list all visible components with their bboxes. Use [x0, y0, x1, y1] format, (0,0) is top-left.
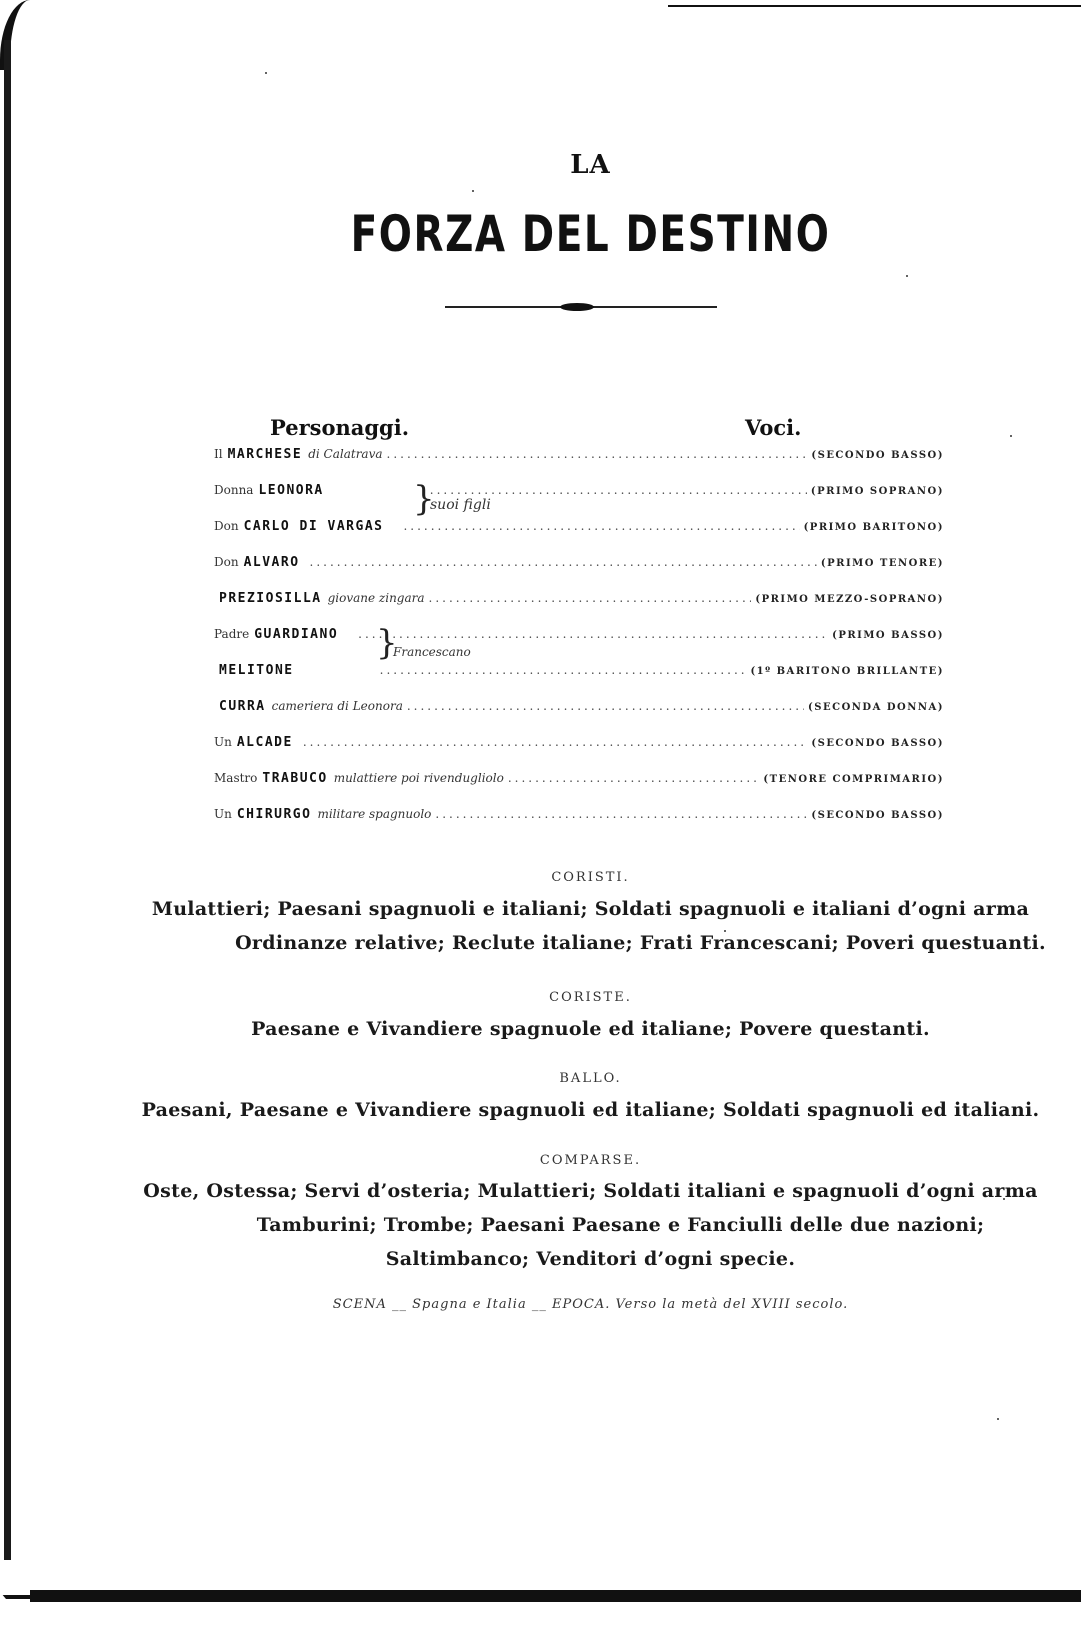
character-name: MELITONE: [219, 663, 294, 678]
dot-leader: [387, 447, 808, 461]
coristi-line: Mulattieri; Paesani spagnuoli e italiani; Soldati spagnuoli e italiani d’ogni arma: [151, 898, 1030, 920]
voice-type: (1º BARITONO BRILLANTE): [750, 666, 944, 677]
character-desc: di Calatrava: [308, 447, 383, 461]
dot-leader: [303, 735, 808, 749]
character-name: MARCHESE: [227, 447, 303, 462]
scan-speck: [265, 72, 267, 74]
opera-title: FORZA DEL DESTINO: [350, 205, 831, 263]
scan-speck: [472, 190, 474, 192]
brace-note-figli: suoi figli: [430, 497, 491, 513]
title-article: LA: [570, 150, 611, 180]
comparse-line: Tamburini; Trombe; Paesani Paesane e Fanciulli delle due nazioni;: [256, 1214, 985, 1236]
character-prefix: Don: [214, 555, 239, 569]
voice-type: (PRIMO SOPRANO): [810, 486, 944, 497]
character-desc: militare spagnuolo: [317, 807, 432, 821]
coriste-line: Paesane e Vivandiere spagnuole ed italiane; Povere questanti.: [251, 1018, 930, 1040]
title-divider-ornament: [560, 303, 594, 311]
scan-edge-top: [668, 5, 1081, 7]
character-name: ALCADE: [236, 735, 293, 750]
character-prefix: Padre: [214, 627, 250, 641]
character-row: [214, 483, 944, 505]
dot-leader: [403, 519, 799, 533]
character-row: [214, 771, 944, 793]
dot-leader: [407, 699, 804, 713]
scan-edge-corner: [0, 1545, 46, 1599]
character-prefix: Il: [214, 447, 223, 461]
dot-leader: [508, 771, 760, 785]
character-prefix: Don: [214, 519, 239, 533]
coristi-heading: CORISTI.: [551, 870, 630, 885]
comparse-heading: COMPARSE.: [539, 1153, 642, 1168]
character-name: TRABUCO: [262, 771, 328, 786]
dot-leader: [310, 555, 817, 569]
voice-type: (PRIMO BARITONO): [803, 522, 944, 533]
brace-vargas: }: [413, 479, 435, 519]
character-row: [214, 447, 944, 469]
ballo-heading: BALLO.: [559, 1071, 622, 1086]
scena-epoca: SCENA __ Spagna e Italia __ EPOCA. Verso la metà del XVIII secolo.: [332, 1297, 849, 1312]
voice-type: (SECONDO BASSO): [811, 738, 944, 749]
character-prefix: Un: [214, 735, 232, 749]
character-row: [214, 591, 944, 613]
character-name: ALVARO: [243, 555, 300, 570]
characters-heading: Personaggi.: [270, 415, 410, 440]
character-desc: giovane zingara: [327, 591, 425, 605]
voices-heading: Voci.: [745, 415, 802, 440]
dot-leader: [435, 807, 807, 821]
character-name: CHIRURGO: [236, 807, 312, 822]
character-name: LEONORA: [258, 483, 324, 498]
voice-type: (PRIMO BASSO): [832, 630, 944, 641]
comparse-line: Saltimbanco; Venditori d’ogni specie.: [385, 1248, 796, 1270]
dot-leader: [358, 627, 828, 641]
scan-speck: [906, 275, 908, 277]
voice-type: (SECONDA DONNA): [808, 702, 944, 713]
scan-edge-bottom: [30, 1590, 1081, 1602]
character-prefix: Donna: [214, 483, 254, 497]
character-name: CURRA: [219, 699, 266, 714]
character-row: [214, 807, 944, 829]
scan-speck: [997, 1418, 999, 1420]
voice-type: (TENORE COMPRIMARIO): [763, 774, 944, 785]
character-row: [214, 699, 944, 721]
character-row: [214, 555, 944, 577]
character-name: PREZIOSILLA: [219, 591, 322, 606]
voice-type: (SECONDO BASSO): [811, 810, 944, 821]
brace-note-francescano: Francescano: [393, 645, 471, 659]
voice-type: (PRIMO MEZZO-SOPRANO): [755, 594, 944, 605]
coristi-line: Ordinanze relative; Reclute italiane; Frati Francescani; Poveri questuanti.: [235, 932, 1046, 954]
character-row: [214, 735, 944, 757]
dot-leader: [429, 591, 752, 605]
voice-type: (PRIMO TENORE): [820, 558, 944, 569]
character-prefix: Mastro: [214, 771, 258, 785]
brace-francescano: }: [376, 623, 398, 663]
character-row: [214, 663, 944, 685]
comparse-line: Oste, Ostessa; Servi d’osteria; Mulattieri; Soldati italiani e spagnuoli d’ogni arma: [143, 1180, 1038, 1202]
scan-speck: [1010, 435, 1012, 437]
ballo-line: Paesani, Paesane e Vivandiere spagnuoli ed italiane; Soldati spagnuoli ed italiani.: [141, 1099, 1040, 1121]
character-row: [214, 627, 944, 649]
character-row: [214, 519, 944, 541]
character-name: CARLO DI VARGAS: [243, 519, 384, 534]
character-name: GUARDIANO: [254, 627, 339, 642]
scan-edge-left: [4, 40, 11, 1560]
coriste-heading: CORISTE.: [549, 990, 632, 1005]
character-prefix: Un: [214, 807, 232, 821]
character-desc: cameriera di Leonora: [271, 699, 403, 713]
dot-leader: [430, 483, 807, 497]
character-desc: mulattiere poi rivendugliolo: [333, 771, 504, 785]
dot-leader: [380, 663, 747, 677]
voice-type: (SECONDO BASSO): [811, 450, 944, 461]
